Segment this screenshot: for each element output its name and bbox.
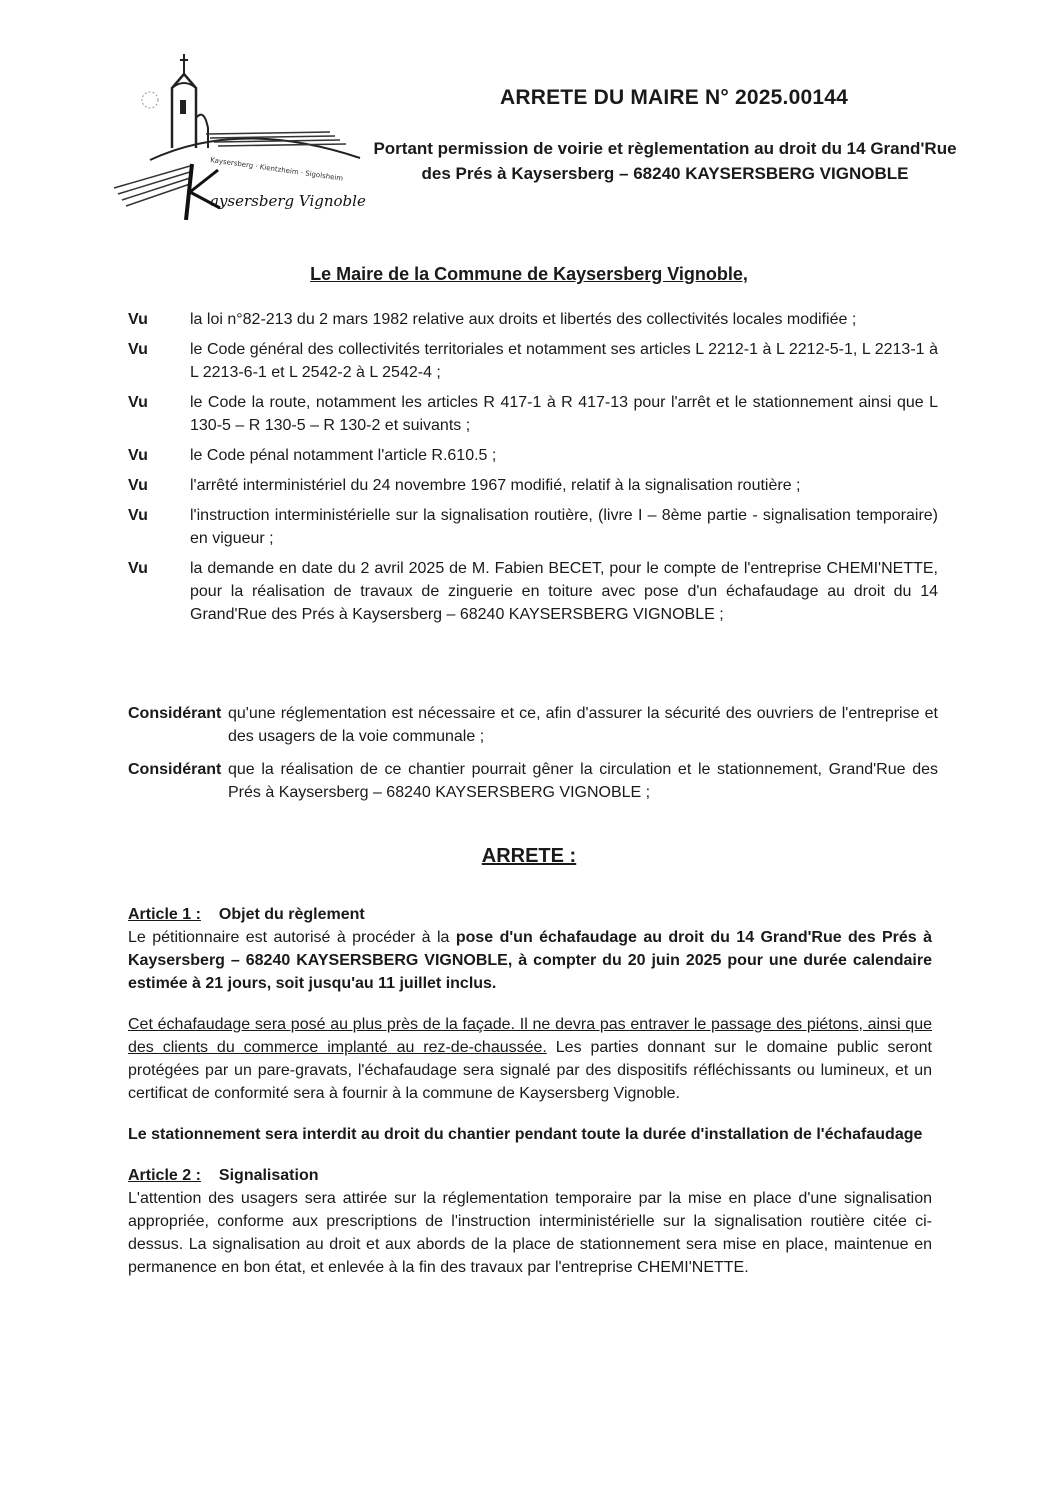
vu-text: l'arrêté interministériel du 24 novembre 1967 modifié, relatif à la signalisation routière ; <box>190 477 801 494</box>
vu-label: Vu <box>128 311 148 328</box>
article-2-number: Article 2 : <box>128 1167 201 1184</box>
vu-item <box>128 444 938 467</box>
considerant-label: Considérant <box>128 705 222 722</box>
vu-item <box>128 391 938 437</box>
article-2-heading <box>128 1164 932 1187</box>
vu-item <box>128 557 938 626</box>
svg-text:Kaysersberg · Kientzheim · Sig: Kaysersberg · Kientzheim · Sigolsheim <box>209 156 344 183</box>
svg-text:aysersberg Vignoble: aysersberg Vignoble <box>210 192 366 210</box>
vu-item <box>128 308 938 331</box>
mayor-heading: Le Maire de la Commune de Kaysersberg Vignoble, <box>310 264 748 284</box>
vu-label: Vu <box>128 394 148 411</box>
considerant-list <box>128 702 938 814</box>
vu-text: l'instruction interministérielle sur la signalisation routière, (livre I – 8ème partie - signalisation temporaire) en vigueur ; <box>190 507 938 547</box>
vu-text: le Code pénal notamment l'article R.610.5 ; <box>190 447 497 464</box>
vu-label: Vu <box>128 507 148 524</box>
articles <box>128 903 932 1279</box>
article-1-paragraph-3: Le stationnement sera interdit au droit du chantier pendant toute la durée d'installation de l'échafaudage <box>128 1126 923 1143</box>
decree-subtitle: Portant permission de voirie et règlementation au droit du 14 Grand'Rue des Prés à Kaysersberg – 68240 KAYSERSBERG VIGNOBLE <box>373 139 957 183</box>
considerant-text: qu'une réglementation est nécessaire et ce, afin d'assurer la sécurité des ouvriers de l'entreprise et des usagers de la voie communale ; <box>228 705 938 745</box>
vu-text: le Code général des collectivités territoriales et notamment ses articles L 2212-1 à L 2212-5-1, L 2213-1 à L 2213-6-1 et L 2542-2 à L 2542-4 ; <box>190 341 938 381</box>
article-2-paragraph-1: L'attention des usagers sera attirée sur la réglementation temporaire par la mise en place d'une signalisation appropriée, conforme aux prescriptions de l'instruction interministérielle sur la signalisation routière citée ci-dessus. La signalisation au droit et aux abords de la place de stationnement sera mise en place, maintenue en permanence en bon état, et enlevée à la fin des travaux par l'entreprise CHEMI'NETTE. <box>128 1190 932 1276</box>
vu-label: Vu <box>128 341 148 358</box>
article-1-paragraph-2 <box>128 1013 932 1105</box>
article-1-number: Article 1 : <box>128 906 201 923</box>
article-1-paragraph-1 <box>128 926 932 995</box>
vu-item <box>128 504 938 550</box>
vu-item <box>128 474 938 497</box>
article-1-p1-bold: pose d'un échafaudage au droit du 14 Grand'Rue des Prés à Kaysersberg – 68240 KAYSERSBERG VIGNOBLE, à compter du 20 juin 2025 pour une durée calendaire estimée à 21 jours, soit jusqu'au 11 juillet inclus. <box>128 929 933 992</box>
vu-item <box>128 338 938 384</box>
article-1-p1-start: Le pétitionnaire est autorisé à procéder à la <box>128 929 456 946</box>
vu-label: Vu <box>128 447 148 464</box>
vu-text: la demande en date du 2 avril 2025 de M. Fabien BECET, pour le compte de l'entreprise CHEMI'NETTE, pour la réalisation de travaux de zinguerie en toiture avec pose d'un échafaudage au droit du 14 Grand'Rue des Prés à Kaysersberg – 68240 KAYSERSBERG VIGNOBLE ; <box>190 560 938 623</box>
kaysersberg-vignoble-logo <box>110 48 372 220</box>
arrete-heading: ARRETE : <box>481 845 577 867</box>
considerant-item <box>128 702 938 748</box>
article-2-title: Signalisation <box>218 1167 319 1184</box>
vu-list <box>128 308 938 633</box>
article-1-p2-rest: Les parties donnant sur le domaine public seront protégées par un pare-gravats, l'échafaudage sera signalé par des dispositifs réfléchissants ou lumineux, et un certificat de conformité sera à fournir à la commune de Kaysersberg Vignoble. <box>128 1039 933 1102</box>
vu-label: Vu <box>128 477 148 494</box>
considerant-text: que la réalisation de ce chantier pourrait gêner la circulation et le stationnement, Grand'Rue des Prés à Kaysersberg – 68240 KAYSERSBERG VIGNOBLE ; <box>228 761 938 801</box>
vu-text: la loi n°82-213 du 2 mars 1982 relative aux droits et libertés des collectivités locales modifiée ; <box>190 311 857 328</box>
article-1-heading <box>128 903 932 926</box>
considerant-item <box>128 758 938 804</box>
considerant-label: Considérant <box>128 761 222 778</box>
article-1-title: Objet du règlement <box>218 906 365 923</box>
article-1-p2-underlined: Cet échafaudage sera posé au plus près de la façade. Il ne devra pas entraver le passage des piétons, ainsi que des clients du commerce implanté au rez-de-chaussée. <box>128 1016 932 1056</box>
vu-label: Vu <box>128 560 148 577</box>
vu-text: le Code la route, notamment les articles R 417-1 à R 417-13 pour l'arrêt et le stationnement ainsi que L 130-5 – R 130-5 – R 130-2 et suivants ; <box>190 394 938 434</box>
decree-title: ARRETE DU MAIRE N° 2025.00144 <box>500 86 848 109</box>
